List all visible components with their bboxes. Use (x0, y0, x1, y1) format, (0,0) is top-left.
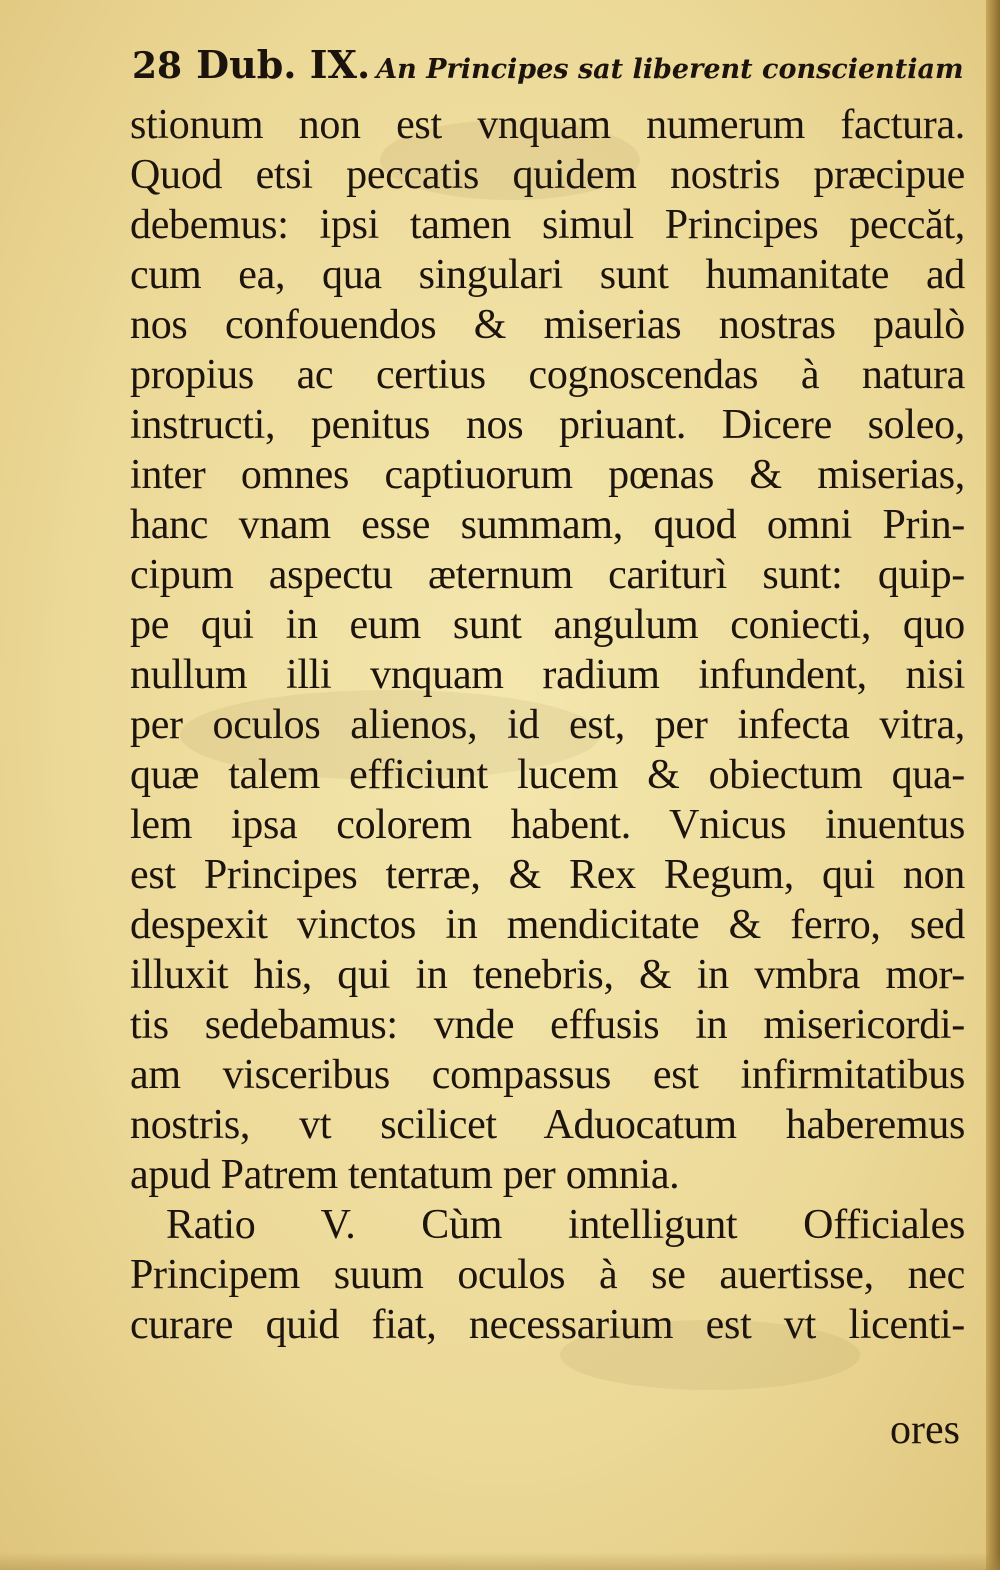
text-line: illuxit his, qui in tenebris, & in vmbra mor- (130, 952, 965, 998)
text-line: cum ea, qua singulari sunt humanitate ad (130, 252, 965, 298)
text-line: nos confouendos & miserias nostras paulò (130, 302, 965, 348)
text-line: despexit vinctos in mendicitate & ferro, sed (130, 902, 965, 948)
text-line: propius ac certius cognoscendas à natura (130, 352, 965, 398)
text-line: Quod etsi peccatis quidem nostris præcipue (130, 152, 965, 198)
text-line: curare quid fiat, necessarium est vt licenti- (130, 1302, 965, 1348)
text-line: nostris, vt scilicet Aduocatum haberemus (130, 1102, 965, 1148)
text-line: inter omnes captiuorum pœnas & miserias, (130, 452, 965, 498)
page-edge-shadow (0, 1552, 1000, 1570)
page-number: 28 (132, 45, 183, 87)
text-line: lem ipsa colorem habent. Vnicus inuentus (130, 802, 965, 848)
text-line: am visceribus compassus est infirmitatibus (130, 1052, 965, 1098)
body-text (130, 100, 965, 1350)
text-line: Principem suum oculos à se auertisse, nec (130, 1252, 965, 1298)
text-line: pe qui in eum sunt angulum coniecti, quo (130, 602, 965, 648)
text-line: apud Patrem tentatum per omnia. (130, 1152, 680, 1198)
text-line: instructi, penitus nos priuant. Dicere soleo, (130, 402, 965, 448)
text-line: quæ talem efficiunt lucem & obiectum qua- (130, 752, 965, 798)
text-line: est Principes terræ, & Rex Regum, qui non (130, 852, 965, 898)
text-line: tis sedebamus: vnde effusis in misericordi- (130, 1002, 965, 1048)
running-title: An Principes sat liberent conscientiam (376, 54, 964, 85)
text-line: cipum aspectu æternum cariturì sunt: quip- (130, 552, 965, 598)
dubium-label: Dub. IX. (196, 42, 371, 87)
text-line: Ratio V. Cùm intelligunt Officiales (166, 1202, 965, 1248)
text-line: stionum non est vnquam numerum factura. (130, 102, 965, 148)
text-line: hanc vnam esse summam, quod omni Prin- (130, 502, 965, 548)
text-line: debemus: ipsi tamen simul Principes peccăt, (130, 202, 965, 248)
text-line: nullum illi vnquam radium infundent, nisi (130, 652, 965, 698)
catchword: ores (890, 1407, 960, 1453)
text-line: per oculos alienos, id est, per infecta vitra, (130, 702, 965, 748)
running-header (132, 38, 962, 92)
page-edge-shadow (986, 0, 1000, 1570)
